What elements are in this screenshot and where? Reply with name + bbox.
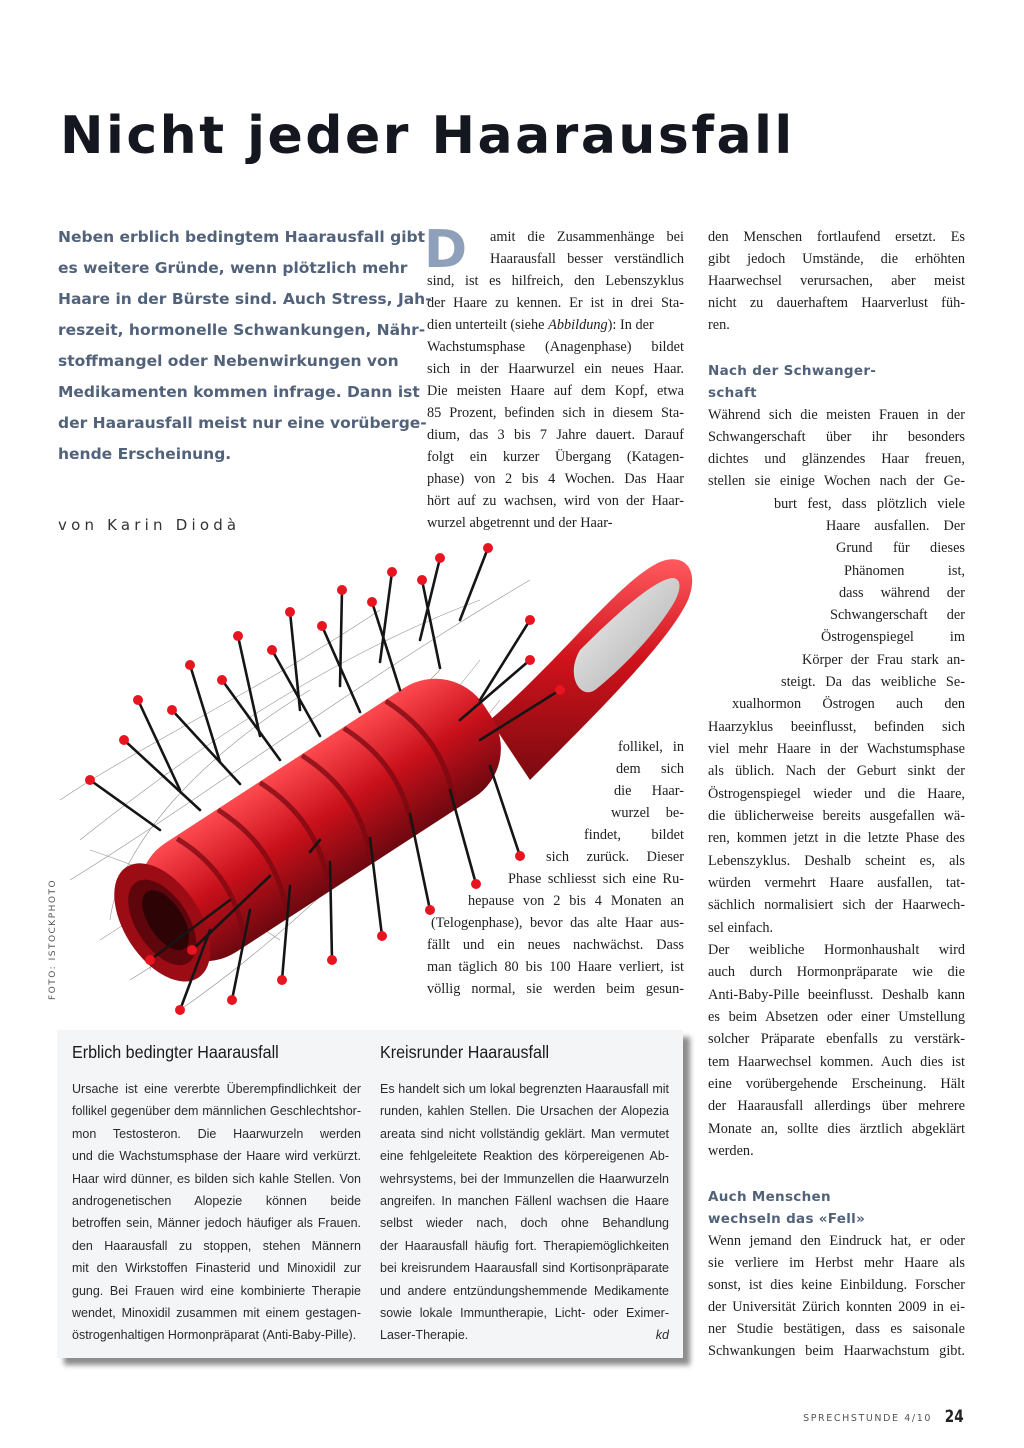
body-line: Schwangerschaft der: [830, 607, 965, 623]
lead-line: es weitere Gründe, wenn plötzlich mehr: [58, 259, 408, 277]
body-line: eine vorübergehende Erscheinung. Hält: [708, 1076, 965, 1092]
info-box-line: eine fehlgeleitete Reaktion des körpereigenen Ab-: [380, 1149, 669, 1164]
body-line: würden vermehrt Haare ausfallen, tat-: [708, 875, 965, 891]
lead-line: der Haarausfall meist nur eine vorüberge-: [58, 414, 427, 432]
info-box-line: bei kreisrundem Haarausfall sind Kortisonpräparate: [380, 1261, 669, 1276]
body-line: Der weibliche Hormonhaushalt wird: [708, 942, 965, 958]
body-line: amit die Zusammenhänge bei: [490, 229, 684, 245]
info-box-line: [380, 1324, 669, 1346]
info-box-line: selbst wieder nach, doch ohne Behandlung: [380, 1216, 669, 1231]
info-box-heading: Erblich bedingter Haarausfall: [72, 1042, 279, 1062]
body-line: werden.: [708, 1143, 754, 1159]
body-line: Haarzyklus beeinflusst, befinden sich: [708, 719, 965, 735]
body-line: Haarausfall besser verständlich: [490, 251, 684, 267]
lead-line: Haare in der Bürste sind. Auch Stress, Jah-: [58, 290, 432, 308]
lead-line: Medikamenten kommen infrage. Dann ist: [58, 383, 420, 401]
body-line: ren.: [708, 317, 730, 333]
body-line: Schwangerschaft über ihr besonders: [708, 429, 965, 445]
body-line: stellen sie einige Wochen nach der Ge-: [708, 473, 965, 489]
body-line: sind, ist es hilfreich, den Lebenszyklus: [427, 273, 684, 289]
body-line: sächlich normalisiert sich der Haarwech-: [708, 897, 965, 913]
body-line: Haare ausfallen. Der: [826, 518, 965, 534]
lead-line: Neben erblich bedingtem Haarausfall gibt: [58, 228, 426, 246]
body-line: Anti-Baby-Pille beeinflusst. Deshalb kann: [708, 987, 965, 1003]
body-line-text: ): In der: [607, 317, 654, 333]
info-box-line: betroffen sein, Männer jedoch häufiger als Frauen.: [72, 1216, 361, 1231]
body-line: viel mehr Haare in der Wachstumsphase: [708, 741, 965, 757]
body-line: sonst, ist dies keine Einbildung. Forscher: [708, 1277, 965, 1293]
info-box-line: wehrsystems, bei der Immunzellen die Haarwurzeln: [380, 1171, 669, 1186]
body-line: die üblicherweise bereits ausgefallen wä-: [708, 808, 965, 824]
body-line: Phase schliesst sich eine Ru-: [508, 871, 684, 887]
body-line: ren, kommen jetzt in die letzte Phase des: [708, 830, 965, 846]
body-line: fällt und ein neues nachwächst. Dass: [427, 937, 684, 953]
info-box-line: gung. Bei Frauen wird eine kombinierte Therapie: [72, 1283, 361, 1298]
body-line: der Haare zu kennen. Er ist in drei Sta-: [427, 295, 684, 311]
lead-line: stoffmangel oder Nebenwirkungen von: [58, 352, 399, 370]
body-line: Grund für dieses: [836, 540, 965, 556]
info-box-line: sowie lokale Immuntherapie, Licht- oder Eximer-: [380, 1305, 669, 1320]
body-line: burt fest, dass plötzlich viele: [774, 496, 965, 512]
body-line: Monate an, sollte dies ärztlich abgeklärt: [708, 1121, 965, 1137]
body-line: wurzel abgetrennt und der Haar-: [427, 515, 613, 531]
info-box-line: und andere entzündungshemmende Medikamente: [380, 1283, 669, 1298]
body-line: als üblich. Nach der Geburt sinkt der: [708, 763, 965, 779]
body-line: Die meisten Haare auf dem Kopf, etwa: [427, 383, 684, 399]
body-line: solcher Präparate ebenfalls zu verstärk-: [708, 1031, 965, 1047]
body-line: steigt. Da das weibliche Se-: [781, 674, 965, 690]
body-line: xualhormon Östrogen auch den: [732, 696, 965, 712]
info-box-column: [380, 1078, 669, 1347]
info-box-line: follikel gegenüber dem männlichen Geschlechtshor-: [72, 1104, 361, 1119]
body-line: sich in der Haarwurzel ein neues Haar.: [427, 361, 684, 377]
body-line: Körper der Frau stark an-: [802, 652, 965, 668]
body-line: sich zurück. Dieser: [546, 849, 684, 865]
page-number: 24: [945, 1407, 964, 1427]
magazine-issue-label: SPRECHSTUNDE 4/10: [803, 1413, 932, 1424]
info-box-line: Ursache ist eine vererbte Überempfindlichkeit der: [72, 1082, 361, 1096]
info-box-line: der Haarausfall häufig fort. Therapiemöglichkeiten: [380, 1238, 669, 1253]
body-line: völlig normal, sie werden beim gesun-: [427, 981, 684, 997]
body-line: 85 Prozent, befinden sich in diesem Sta-: [427, 405, 684, 421]
body-line: Während sich die meisten Frauen in der: [708, 407, 965, 423]
info-box-line: Haar wird dünner, es bilden sich kahle Stellen. Von: [72, 1171, 361, 1186]
body-line: den Menschen fortlaufend ersetzt. Es: [708, 229, 965, 245]
author-byline: von Karin Diodà: [58, 516, 241, 534]
body-line: der Haarausfall allerdings über mehrere: [708, 1098, 965, 1114]
body-line: gibt jedoch Umstände, die erhöhten: [708, 251, 965, 267]
body-line: sie verliere im Herbst mehr Haare als: [708, 1255, 965, 1271]
info-box-line: und die Wachstumsphase der Haare wird verkürzt.: [72, 1149, 361, 1164]
body-line: wurzel be-: [611, 805, 684, 821]
body-line: nicht zu dauerhaftem Haarverlust füh-: [708, 295, 965, 311]
author-initials: kd: [655, 1328, 669, 1343]
info-box-line: wendet, Minoxidil zusammen mit einem gestagen-: [72, 1305, 361, 1320]
body-line: Haarwechsel verursachen, aber meist: [708, 273, 965, 289]
info-box-line: runden, kahlen Stellen. Die Ursachen der Alopezia: [380, 1104, 669, 1119]
body-line: hört auf zu wachsen, wird von der Haar-: [427, 493, 684, 509]
subheading: schaft: [708, 385, 757, 401]
body-line: Wenn jemand den Eindruck hat, er oder: [708, 1233, 965, 1249]
info-box-line: mon Testosteron. Die Haarwurzeln werden: [72, 1126, 361, 1141]
body-line: [427, 314, 684, 336]
lead-line: hende Erscheinung.: [58, 445, 232, 463]
drop-cap: D: [424, 220, 468, 280]
body-line: dium, das 3 bis 7 Jahre dauert. Darauf: [427, 427, 684, 443]
body-line: Östrogenspiegel im: [821, 629, 965, 645]
body-line: dass während der: [839, 585, 965, 601]
body-line: Östrogenspiegel wieder und die Haare,: [708, 786, 965, 802]
body-line-text: dien unterteilt (siehe: [427, 317, 549, 333]
body-line: tem Haarwechsel kommen. Auch dies ist: [708, 1054, 965, 1070]
body-line: es beim Absetzen oder einer Umstellung: [708, 1009, 965, 1025]
body-line: der Universität Zürich konnten 2009 in ei-: [708, 1299, 965, 1315]
info-box-heading: Kreisrunder Haarausfall: [380, 1042, 550, 1062]
info-box-line: Es handelt sich um lokal begrenzten Haarausfall mit: [380, 1082, 669, 1096]
info-box-line: androgenetischen Alopezie können beide: [72, 1193, 361, 1208]
body-line: findet, bildet: [584, 827, 684, 843]
body-line: die Haar-: [614, 783, 684, 799]
body-line: folgt ein kurzer Übergang (Katagen-: [427, 449, 684, 465]
body-line: dichtes und glänzendes Haar freuen,: [708, 451, 965, 467]
subheading: wechseln das «Fell»: [708, 1211, 866, 1227]
photo-credit: FOTO: ISTOCKPHOTO: [48, 878, 58, 1000]
info-box-line: den Haarausfall zu stoppen, stehen Männern: [72, 1238, 361, 1253]
body-line-part: [427, 314, 654, 336]
body-line: Wachstumsphase (Anagenphase) bildet: [427, 339, 684, 355]
body-line: dem sich: [616, 761, 684, 777]
subheading: Nach der Schwanger-: [708, 363, 877, 379]
info-box-line: areata sind nicht vollständig geklärt. Man vermutet: [380, 1126, 669, 1141]
subheading: Auch Menschen: [708, 1189, 831, 1205]
info-box-line: angreifen. In manchen Fällenl wachsen die Haare: [380, 1193, 669, 1208]
info-box-column: [72, 1078, 361, 1347]
body-line: Schwankungen beim Haarwachstum gibt.: [708, 1343, 965, 1359]
info-box-line: mit den Wirkstoffen Finasterid und Minoxidil zur: [72, 1261, 361, 1276]
body-line: auch durch Hormonpräparate wie die: [708, 964, 965, 980]
body-line: sel einfach.: [708, 920, 774, 936]
info-box-line: östrogenhaltigen Hormonpräparat (Anti-Baby-Pille).: [72, 1328, 357, 1343]
info-box: [57, 1030, 683, 1358]
info-box-text: Laser-Therapie.: [380, 1328, 469, 1343]
page-title: Nicht jeder Haarausfall: [60, 106, 795, 166]
body-line: Lebenszyklus. Deshalb scheint es, als: [708, 853, 965, 869]
body-line: man täglich 80 bis 100 Haare verliert, ist: [427, 959, 684, 975]
body-line: ner Studie bestätigen, dass es saisonale: [708, 1321, 965, 1337]
body-line: Phänomen ist,: [844, 563, 965, 579]
body-line: follikel, in: [618, 739, 684, 755]
body-line: phase) von 2 bis 4 Wochen. Das Haar: [427, 471, 684, 487]
figure-reference: Abbildung: [548, 317, 608, 333]
body-line: (Telogenphase), bevor das alte Haar aus-: [431, 915, 684, 931]
lead-line: reszeit, hormonelle Schwankungen, Nähr-: [58, 321, 426, 339]
body-line: hepause von 2 bis 4 Monaten an: [468, 893, 684, 909]
